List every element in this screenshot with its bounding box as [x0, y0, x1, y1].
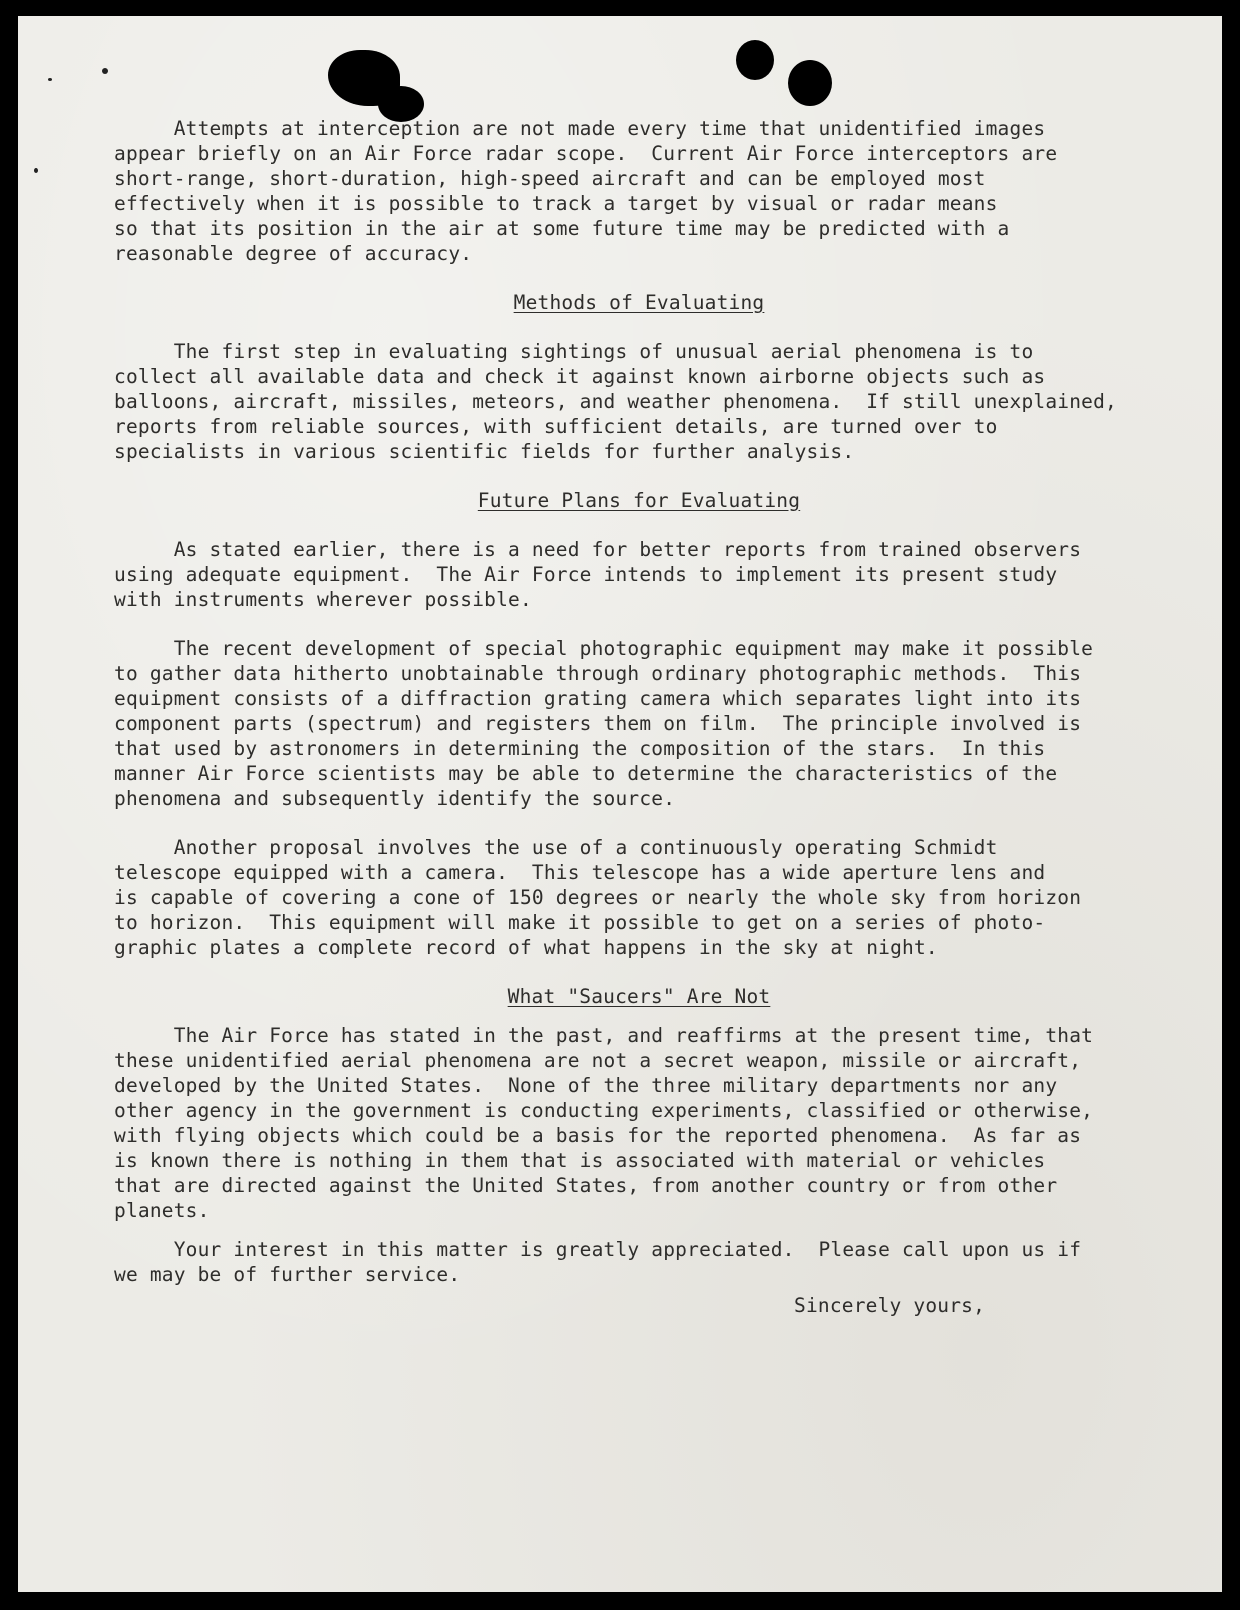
heading-saucers-are-not-text: What "Saucers" Are Not [507, 985, 771, 1008]
punch-hole-mark [788, 60, 832, 106]
paragraph-schmidt-telescope: Another proposal involves the use of a continuously operating Schmidt telescope equipped with a camera. This telescope has a wide aperture lens and is capable of covering a cone of 150 degrees or nearly the whole sky from horizon to horizon. This equipment will make it possible to get on a series of photo- graphic plates a complete record of what happens in the sky at night. [114, 836, 1082, 959]
punch-hole-mark [736, 40, 774, 80]
heading-future-plans-text: Future Plans for Evaluating [477, 489, 801, 512]
ink-speck [102, 68, 108, 74]
heading-future-plans [114, 488, 1164, 513]
heading-methods [114, 290, 1164, 315]
letter-body [114, 116, 1164, 1318]
paragraph-photographic-equipment: The recent development of special photographic equipment may make it possible to gather data hitherto unobtainable through ordinary photographic methods. This equipment consists of a diffraction grating camera which separates light into its component parts (spectrum) and registers them on film. The principle involved is that used by astronomers in determining the composition of the stars. In this manner Air Force scientists may be able to determine the characteristics of the phenomena and subsequently identify the source. [114, 637, 1094, 810]
ink-speck [34, 168, 38, 173]
closing-salutation: Sincerely yours, [794, 1294, 986, 1317]
paragraph-better-reports: As stated earlier, there is a need for better reports from trained observers using adequate equipment. The Air Force intends to implement its present study with instruments wherever possible. [114, 538, 1082, 611]
paragraph-interception: Attempts at interception are not made every time that unidentified images appear briefly on an Air Force radar scope. Current Air Force interceptors are short-range, short-duration, high-speed aircraft and can be employed most effectively when it is possible to track a target by visual or radar means so that its position in the air at some future time may be predicted with a reasonable degree of accuracy. [114, 117, 1058, 265]
paragraph-interest-appreciated: Your interest in this matter is greatly appreciated. Please call upon us if we may be of further service. [114, 1238, 1082, 1286]
paragraph-first-step: The first step in evaluating sightings of unusual aerial phenomena is to collect all available data and check it against known airborne objects such as balloons, aircraft, missiles, meteors, and weather phenomena. If still unexplained, reports from reliable sources, with sufficient details, are turned over to specialists in various scientific fields for further analysis. [114, 340, 1117, 463]
document-page [18, 16, 1222, 1592]
ink-speck [48, 78, 52, 81]
heading-methods-text: Methods of Evaluating [513, 291, 765, 314]
paragraph-not-secret-weapon: The Air Force has stated in the past, and reaffirms at the present time, that these unidentified aerial phenomena are not a secret weapon, missile or aircraft, developed by the United States. None of the three military departments nor any other agency in the government is conducting experiments, classified or otherwise, with flying objects which could be a basis for the reported phenomena. As far as is known there is nothing in them that is associated with material or vehicles that are directed against the United States, from another country or from other planets. [114, 1024, 1094, 1222]
heading-saucers-are-not [114, 984, 1164, 1009]
